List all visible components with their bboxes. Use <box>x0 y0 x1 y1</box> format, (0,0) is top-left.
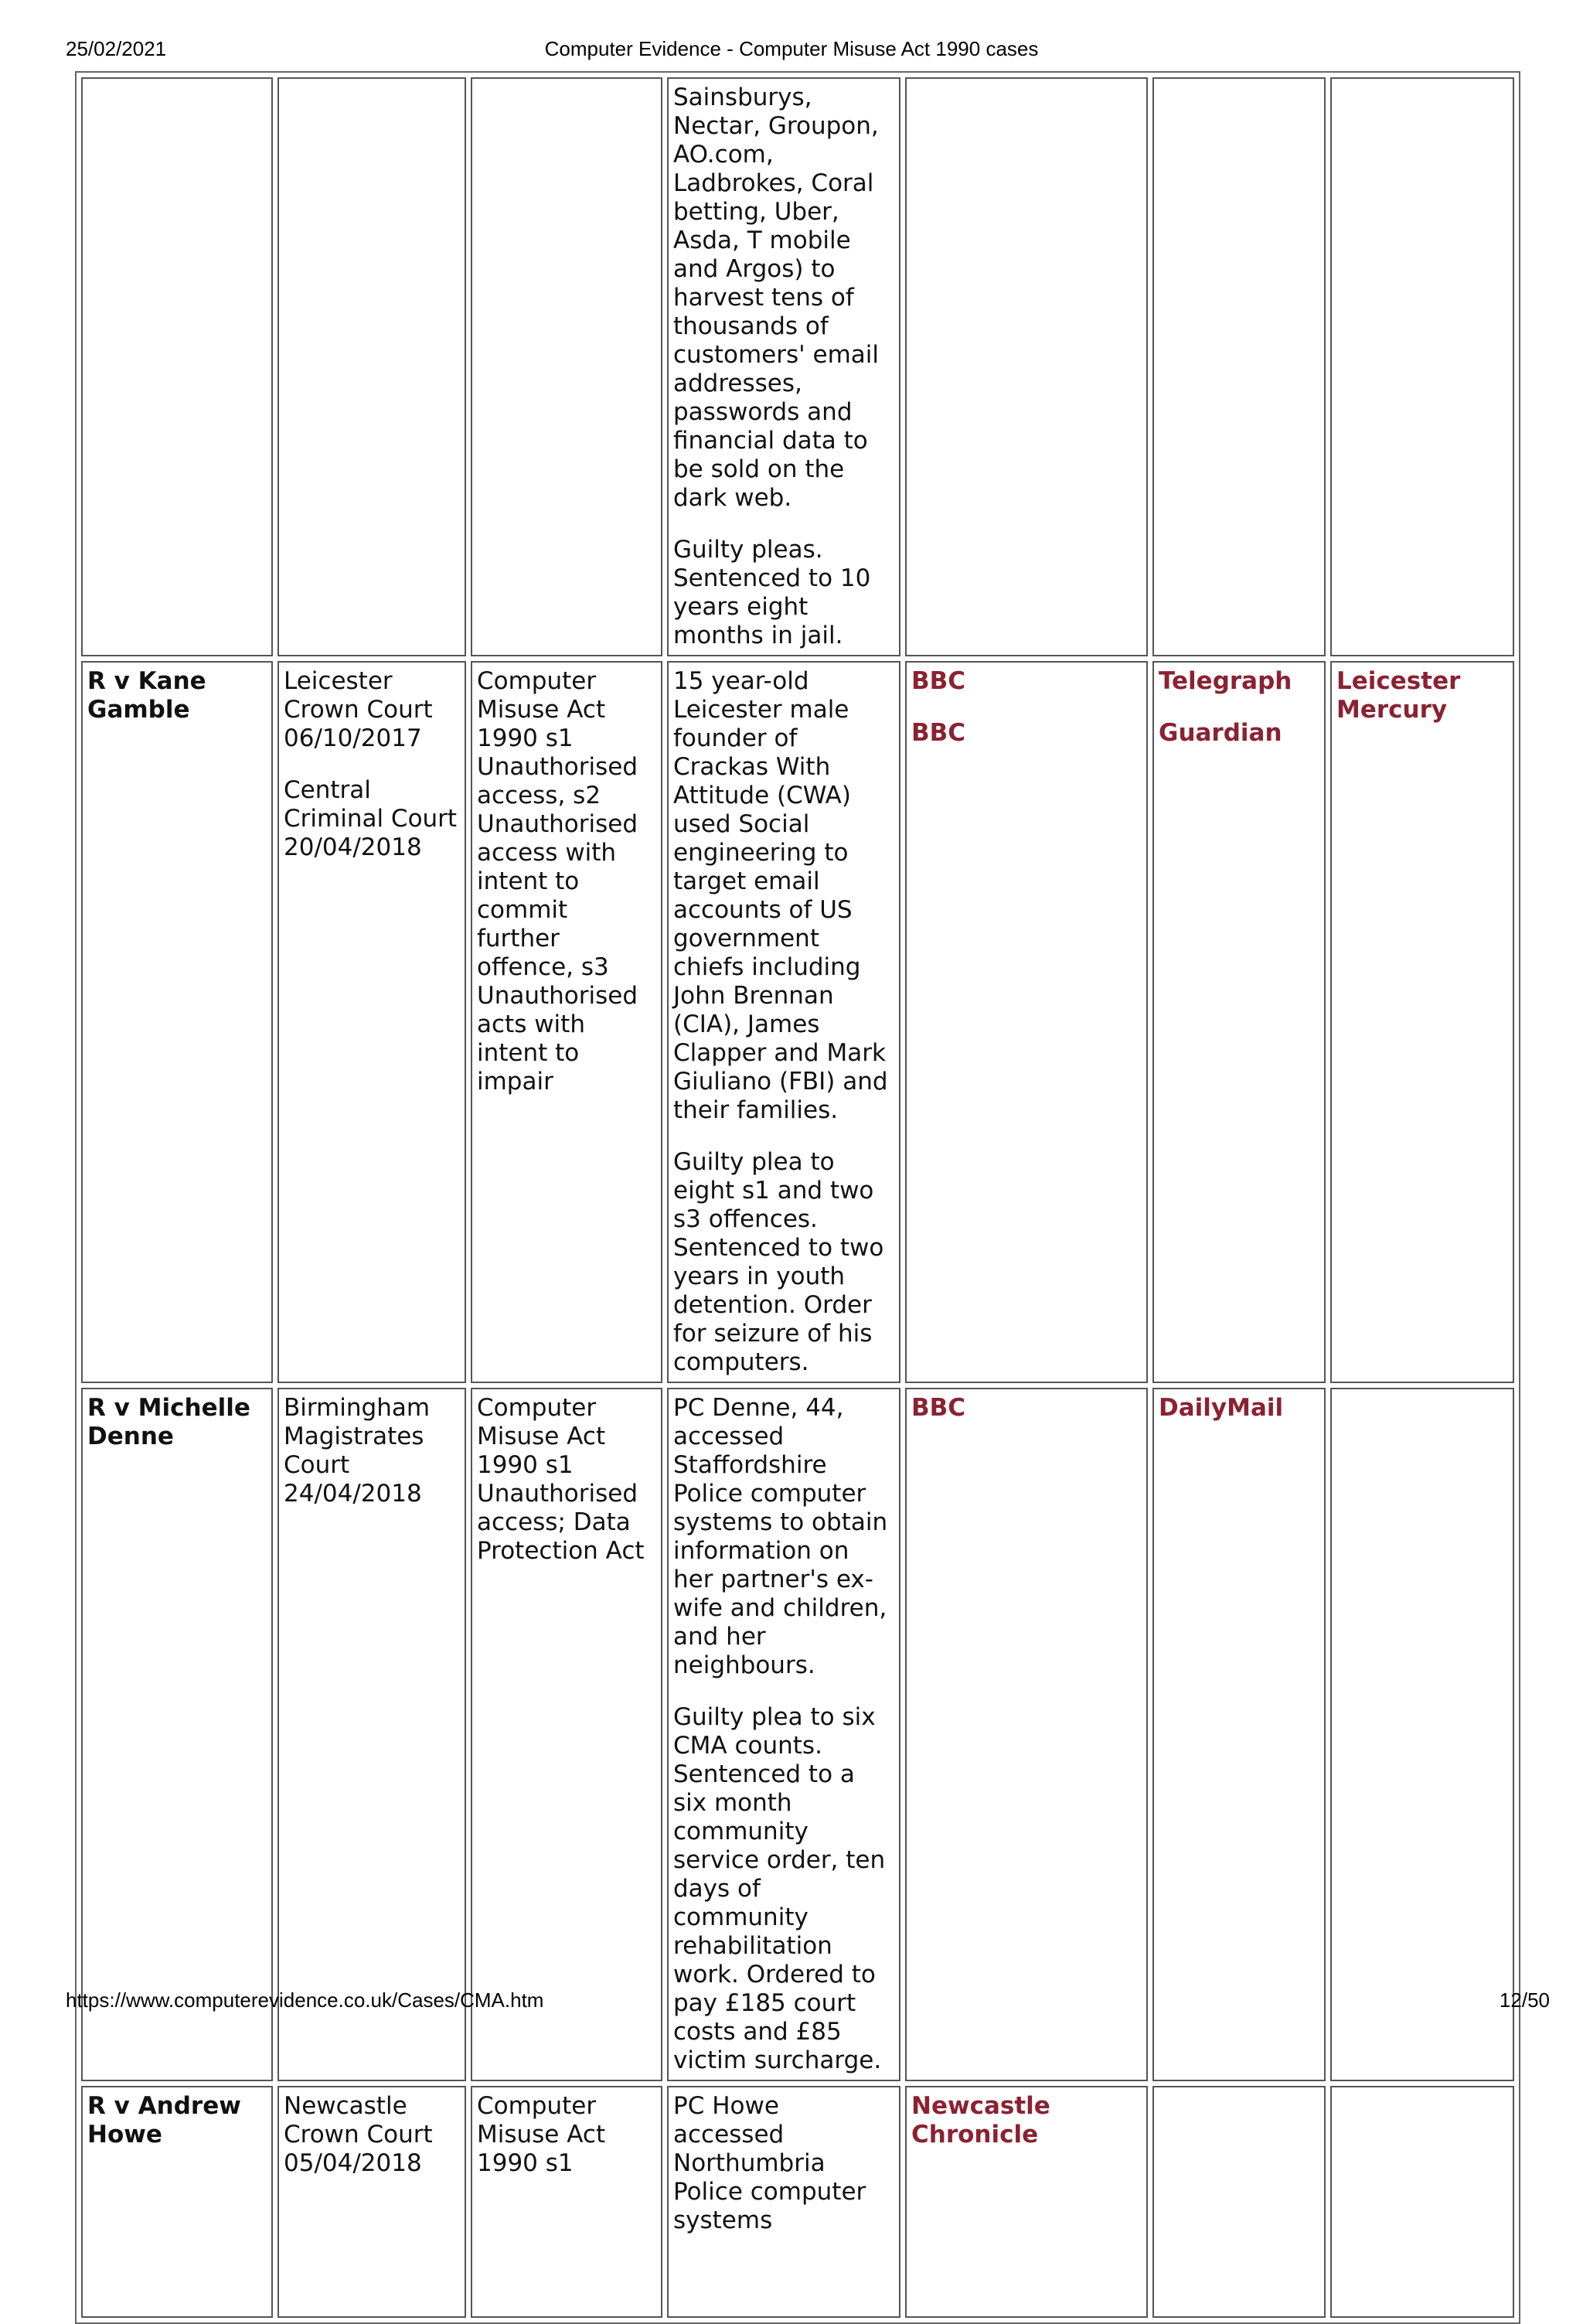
court-entry: Leicester Crown Court 06/10/2017 <box>284 667 433 752</box>
page-footer <box>0 1988 1583 2019</box>
table-row <box>81 1388 1514 2081</box>
source-cell-1 <box>905 77 1148 656</box>
source-link-guardian[interactable]: Guardian <box>1159 719 1282 747</box>
offence-cell: Computer Misuse Act 1990 s1 <box>471 2086 662 2318</box>
source-link-bbc[interactable]: BBC <box>911 719 966 747</box>
table-row <box>81 77 1514 656</box>
court-entry: Central Criminal Court 20/04/2018 <box>284 776 458 861</box>
court-cell <box>277 77 466 656</box>
source-cell-2 <box>1152 1388 1326 2081</box>
details-paragraph: PC Denne, 44, accessed Staffordshire Police computer systems to obtain information on her partner's ex-wife and children, and her neighbours. <box>673 1394 888 1679</box>
source-cell-1 <box>905 2086 1148 2318</box>
source-link-newcastle-chronicle[interactable]: Newcastle Chronicle <box>911 2092 1050 2149</box>
table-row <box>81 2086 1514 2318</box>
details-cell <box>667 77 900 656</box>
cases-table-body <box>81 77 1514 2318</box>
details-paragraph: Sainsburys, Nectar, Groupon, AO.com, Ladbrokes, Coral betting, Uber, Asda, T mobile and Argos) to harvest tens of thousands of customers' email addresses, passwords and financial data to be sold on the dark web. <box>673 83 879 512</box>
source-link-bbc[interactable]: BBC <box>911 1394 966 1422</box>
court-cell <box>277 2086 466 2318</box>
defendant-cell: R v Kane Gamble <box>81 661 273 1383</box>
details-paragraph: Guilty plea to six CMA counts. Sentenced to a six month community service order, ten days of community rehabilitation work. Ordered to pay £185 court costs and £85 victim surcharge. <box>673 1703 886 2074</box>
source-cell-3 <box>1330 1388 1514 2081</box>
source-cell-2 <box>1152 77 1326 656</box>
offence-cell <box>471 77 662 656</box>
court-cell <box>277 661 466 1383</box>
source-cell-3 <box>1330 77 1514 656</box>
source-link-dailymail[interactable]: DailyMail <box>1159 1394 1284 1422</box>
court-cell <box>277 1388 466 2081</box>
court-entry: Birmingham Magistrates Court 24/04/2018 <box>284 1394 431 1508</box>
source-link-telegraph[interactable]: Telegraph <box>1159 667 1292 695</box>
offence-cell: Computer Misuse Act 1990 s1 Unauthorised access; Data Protection Act <box>471 1388 662 2081</box>
details-cell <box>667 2086 900 2318</box>
details-paragraph: 15 year-old Leicester male founder of Crackas With Attitude (CWA) used Social engineering to target email accounts of US government chiefs including John Brennan (CIA), James Clapper and Mark Giuliano (FBI) and their families. <box>673 667 888 1124</box>
source-link-bbc[interactable]: BBC <box>911 667 966 695</box>
cases-table <box>75 71 1520 2324</box>
defendant-cell: R v Michelle Denne <box>81 1388 273 2081</box>
defendant-cell <box>81 77 273 656</box>
details-cell <box>667 1388 900 2081</box>
source-link-leicester-mercury[interactable]: Leicester Mercury <box>1336 667 1461 724</box>
offence-cell: Computer Misuse Act 1990 s1 Unauthorised access, s2 Unauthorised access with intent to commit further offence, s3 Unauthorised acts with intent to impair <box>471 661 662 1383</box>
page-url: https://www.computerevidence.co.uk/Cases/CMA.htm <box>66 1988 544 2012</box>
details-cell <box>667 661 900 1383</box>
page-title: Computer Evidence - Computer Misuse Act 1990 cases <box>544 37 1039 60</box>
source-cell-1 <box>905 661 1148 1383</box>
court-entry: Newcastle Crown Court 05/04/2018 <box>284 2092 433 2177</box>
page-header <box>0 37 1583 68</box>
details-paragraph: Guilty plea to eight s1 and two s3 offences. Sentenced to two years in youth detention. Order for seizure of his computers. <box>673 1148 884 1376</box>
source-cell-2 <box>1152 661 1326 1383</box>
details-paragraph: Guilty pleas. Sentenced to 10 years eight months in jail. <box>673 536 871 649</box>
defendant-cell: R v Andrew Howe <box>81 2086 273 2318</box>
table-row <box>81 661 1514 1383</box>
source-cell-3 <box>1330 2086 1514 2318</box>
source-cell-2 <box>1152 2086 1326 2318</box>
source-cell-3 <box>1330 661 1514 1383</box>
page-number: 12/50 <box>1499 1988 1550 2012</box>
print-date: 25/02/2021 <box>66 37 167 60</box>
details-paragraph: PC Howe accessed Northumbria Police computer systems <box>673 2092 866 2234</box>
source-cell-1 <box>905 1388 1148 2081</box>
